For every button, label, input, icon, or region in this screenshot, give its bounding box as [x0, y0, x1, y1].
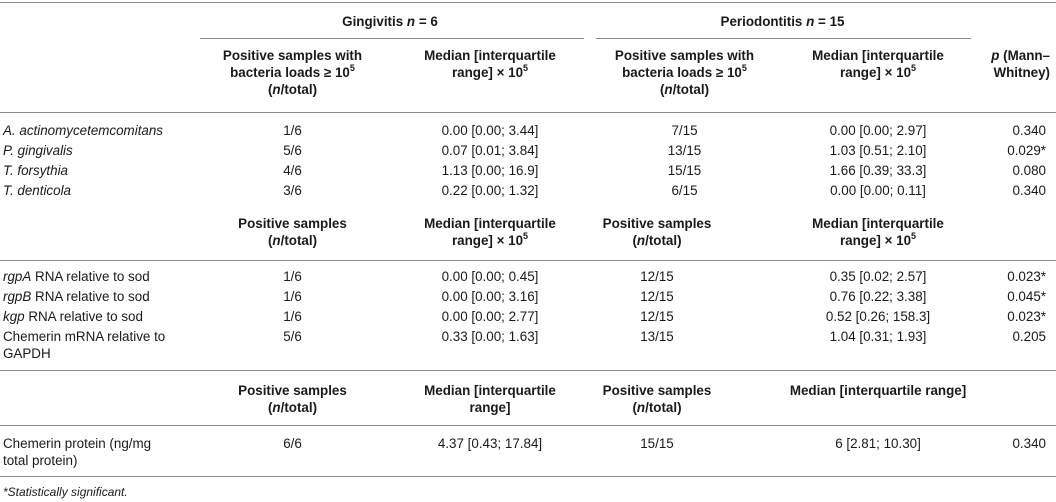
n-symbol: n — [406, 14, 416, 29]
bacteria-name: P. gingivalis — [3, 143, 73, 158]
cell-p-value: 0.029* — [1007, 143, 1046, 158]
cell-p-med: 0.35 [0.02; 2.57] — [829, 269, 927, 284]
cell-p-med: 1.66 [0.39; 33.3] — [829, 163, 927, 178]
section1-header-rule — [0, 112, 1056, 113]
cell-p-value: 0.023* — [1007, 309, 1046, 324]
header-line: range] × 10 — [839, 233, 912, 248]
section3-header-rule — [0, 425, 1056, 426]
header-line: bacteria loads ≥ 10 — [622, 65, 742, 80]
cell-p-med: 1.04 [0.31; 1.93] — [829, 329, 927, 344]
cell-g-med: 1.13 [0.00; 16.9] — [441, 163, 539, 178]
header-part: ( — [632, 400, 637, 415]
cell-g-med: 0.00 [0.00; 3.16] — [441, 289, 539, 304]
header-part: /total) — [645, 233, 682, 248]
header-line: Median [interquartile — [812, 216, 944, 231]
chemerin-protein-label — [3, 435, 203, 469]
cell-p-pos: 12/15 — [640, 269, 674, 284]
n-symbol: n — [636, 233, 646, 248]
header-part: /total) — [280, 233, 318, 248]
cell-g-pos: 1/6 — [283, 269, 302, 284]
cell-p-value: 0.205 — [1012, 329, 1046, 344]
s2-p-pos-header — [592, 215, 722, 249]
gene-row-label — [3, 288, 203, 305]
s3-p-med-header — [762, 382, 994, 399]
footnote: *Statistically significant. — [3, 485, 128, 499]
periodontitis-label: Periodontitis — [720, 14, 803, 29]
table-bottom-rule — [0, 476, 1056, 477]
header-part: ( — [632, 233, 637, 248]
p-value-header — [980, 47, 1050, 81]
n-symbol: n — [806, 14, 815, 29]
cell-p-pos: 6/15 — [671, 183, 698, 198]
cell-g-med: 4.37 [0.43; 17.84] — [437, 436, 543, 451]
cell-p-med: 0.76 [0.22; 3.38] — [829, 289, 927, 304]
n-symbol: n — [636, 400, 646, 415]
header-part: ( — [659, 82, 665, 97]
cell-p-pos: 15/15 — [667, 163, 702, 178]
cell-p-value: 0.080 — [1012, 163, 1046, 178]
gene-suffix: RNA relative to sod — [31, 269, 150, 284]
cell-p-med: 0.00 [0.00; 2.97] — [829, 123, 927, 138]
superscript: 5 — [911, 62, 917, 73]
cell-p-pos: 12/15 — [640, 309, 674, 324]
gene-row-label — [3, 308, 203, 325]
row-label-line: Chemerin protein (ng/mg — [3, 436, 152, 451]
cell-g-med: 0.22 [0.00; 1.32] — [441, 183, 539, 198]
header-line: Median [interquartile — [424, 216, 556, 231]
cell-p-pos: 13/15 — [667, 143, 702, 158]
cell-g-pos: 3/6 — [283, 183, 302, 198]
header-line: Median [interquartile range] — [789, 383, 967, 398]
header-line: range] × 10 — [451, 65, 524, 80]
cell-g-pos: 6/6 — [283, 436, 302, 451]
s1-p-pos-header — [592, 47, 777, 98]
s3-p-pos-header — [592, 382, 722, 416]
cell-p-value: 0.023* — [1007, 269, 1046, 284]
header-line: Median [interquartile — [812, 48, 944, 63]
cell-g-med: 0.00 [0.00; 3.44] — [441, 123, 539, 138]
cell-p-pos: 15/15 — [640, 436, 674, 451]
bacteria-name: T. forsythia — [3, 163, 68, 178]
header-line: Positive samples with — [614, 48, 755, 63]
superscript: 5 — [523, 230, 529, 241]
periodontitis-group-header — [595, 13, 970, 30]
header-part: ( — [267, 233, 273, 248]
header-line: Positive samples with — [222, 48, 363, 63]
header-part: /total) — [672, 82, 710, 97]
cell-p-med: 1.03 [0.51; 2.10] — [829, 143, 927, 158]
header-line: range] × 10 — [451, 233, 524, 248]
cell-p-value: 0.340 — [1012, 123, 1046, 138]
bacteria-name: A. actinomycetemcomitans — [3, 123, 164, 138]
section2-header-rule — [0, 260, 1056, 261]
cell-p-value: 0.340 — [1012, 183, 1046, 198]
cell-g-med: 0.00 [0.00; 0.45] — [441, 269, 539, 284]
gene-name: kgp — [3, 309, 25, 324]
gene-suffix: RNA relative to sod — [31, 289, 150, 304]
header-line: bacteria loads ≥ 10 — [230, 65, 350, 80]
cell-g-pos: 1/6 — [283, 123, 302, 138]
header-line: Positive samples — [602, 383, 712, 398]
table-top-rule — [0, 2, 1056, 3]
header-line: Median [interquartile — [424, 48, 556, 63]
header-part: (Mann– — [999, 48, 1050, 63]
periodontitis-underline — [596, 38, 971, 39]
header-line: Positive samples — [238, 383, 347, 398]
cell-p-med: 0.00 [0.00; 0.11] — [830, 183, 926, 198]
cell-p-pos: 12/15 — [640, 289, 674, 304]
cell-p-value: 0.340 — [1012, 436, 1046, 451]
bacteria-name: T. denticola — [3, 183, 71, 198]
cell-g-pos: 5/6 — [283, 143, 302, 158]
row-label-line: GAPDH — [3, 346, 51, 361]
cell-g-med: 0.07 [0.01; 3.84] — [441, 143, 539, 158]
cell-g-med: 0.00 [0.00; 2.77] — [441, 309, 539, 324]
s2-g-pos-header — [200, 215, 385, 249]
cell-p-pos: 13/15 — [640, 329, 674, 344]
gene-suffix: RNA relative to sod — [24, 309, 143, 324]
gingivitis-group-header — [200, 13, 580, 30]
gene-row-label — [3, 268, 203, 285]
row-label-line: total protein) — [3, 453, 78, 468]
cell-g-pos: 1/6 — [283, 309, 302, 324]
header-line: Positive samples — [602, 216, 712, 231]
header-line: Positive samples — [238, 216, 347, 231]
s1-p-med-header — [782, 47, 974, 81]
superscript: 5 — [741, 62, 747, 73]
gingivitis-label: Gingivitis — [342, 14, 404, 29]
s2-p-med-header — [782, 215, 974, 249]
cell-g-med: 0.33 [0.00; 1.63] — [441, 329, 539, 344]
n-symbol: n — [272, 82, 281, 97]
row-label-line: Chemerin mRNA relative to — [3, 329, 166, 344]
superscript: 5 — [523, 62, 529, 73]
s3-g-pos-header — [200, 382, 385, 416]
gingivitis-count: = 6 — [418, 14, 438, 29]
section2-bottom-rule — [0, 370, 1056, 371]
header-line: Median [interquartile — [424, 383, 556, 398]
gene-name: rgpB — [3, 289, 32, 304]
header-part: ( — [267, 400, 273, 415]
header-part: /total) — [280, 400, 318, 415]
gene-name: rgpA — [3, 269, 32, 284]
chemerin-mrna-label — [3, 328, 203, 362]
n-symbol: n — [664, 82, 673, 97]
cell-p-pos: 7/15 — [671, 123, 698, 138]
cell-g-pos: 5/6 — [283, 329, 302, 344]
header-part: /total) — [280, 82, 318, 97]
n-symbol: n — [272, 400, 281, 415]
superscript: 5 — [349, 62, 355, 73]
cell-g-pos: 4/6 — [283, 163, 302, 178]
header-line: range] × 10 — [839, 65, 912, 80]
p-symbol: p — [991, 48, 1000, 63]
periodontitis-count: = 15 — [818, 14, 845, 29]
header-line: Whitney) — [993, 65, 1050, 80]
gingivitis-underline — [200, 38, 584, 39]
s2-g-med-header — [395, 215, 585, 249]
s3-g-med-header — [395, 382, 585, 416]
n-symbol: n — [272, 233, 281, 248]
header-part: ( — [267, 82, 273, 97]
header-part: /total) — [645, 400, 682, 415]
cell-p-value: 0.045* — [1007, 289, 1046, 304]
s1-g-pos-header — [200, 47, 385, 98]
cell-g-pos: 1/6 — [283, 289, 302, 304]
superscript: 5 — [911, 230, 917, 241]
s1-g-med-header — [395, 47, 585, 81]
header-line: range] — [469, 400, 511, 415]
cell-p-med: 6 [2.81; 10.30] — [835, 436, 921, 451]
cell-p-med: 0.52 [0.26; 158.3] — [825, 309, 931, 324]
